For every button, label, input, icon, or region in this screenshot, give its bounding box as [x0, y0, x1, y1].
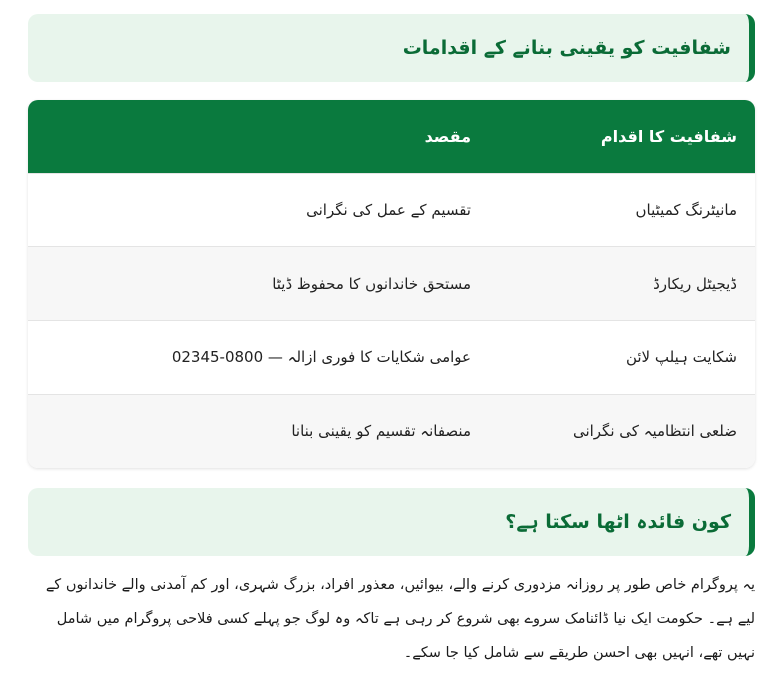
table-row — [28, 173, 755, 247]
table-row — [28, 247, 755, 321]
beneficiaries-paragraph: یہ پروگرام خاص طور پر روزانہ مزدوری کرنے والے، بیوائیں، معذور افراد، بزرگ شہری، اور کم آمدنی والے خاندانوں کے لیے ہے۔ حکومت ایک نیا ڈائنامک سروے بھی شروع کر رہی ہے تاکہ وہ لوگ جو پہلے کسی فلاحی پروگرام میں شامل نہیں تھے، انہیں بھی احسن طریقے سے شامل کیا جا سکے۔ — [45, 577, 755, 661]
beneficiaries-section-heading — [28, 488, 755, 556]
header-measure: شفافیت کا اقدام — [600, 126, 737, 146]
table-row — [28, 321, 755, 395]
row-measure: ضلعی انتظامیہ کی نگرانی — [572, 422, 737, 441]
row-purpose: منصفانہ تقسیم کو یقینی بنانا — [291, 422, 471, 441]
table-row — [28, 394, 755, 468]
row-measure: شکایت ہیلپ لائن — [625, 348, 737, 367]
transparency-heading-text: شفافیت کو یقینی بنانے کے اقدامات — [402, 37, 731, 59]
row-purpose: مستحق خاندانوں کا محفوظ ڈیٹا — [272, 274, 471, 293]
row-purpose: تقسیم کے عمل کی نگرانی — [306, 200, 471, 219]
transparency-section-heading — [28, 14, 755, 82]
transparency-measures-table — [28, 100, 755, 468]
table-header-row — [28, 100, 755, 173]
beneficiaries-heading-text: کون فائدہ اٹھا سکتا ہے؟ — [505, 511, 731, 533]
header-purpose: مقصد — [424, 126, 471, 146]
row-measure: ڈیجیٹل ریکارڈ — [653, 274, 737, 293]
row-purpose: عوامی شکایات کا فوری ازالہ — 0800-02345 — [171, 348, 471, 367]
row-measure: مانیٹرنگ کمیٹیاں — [635, 200, 737, 219]
